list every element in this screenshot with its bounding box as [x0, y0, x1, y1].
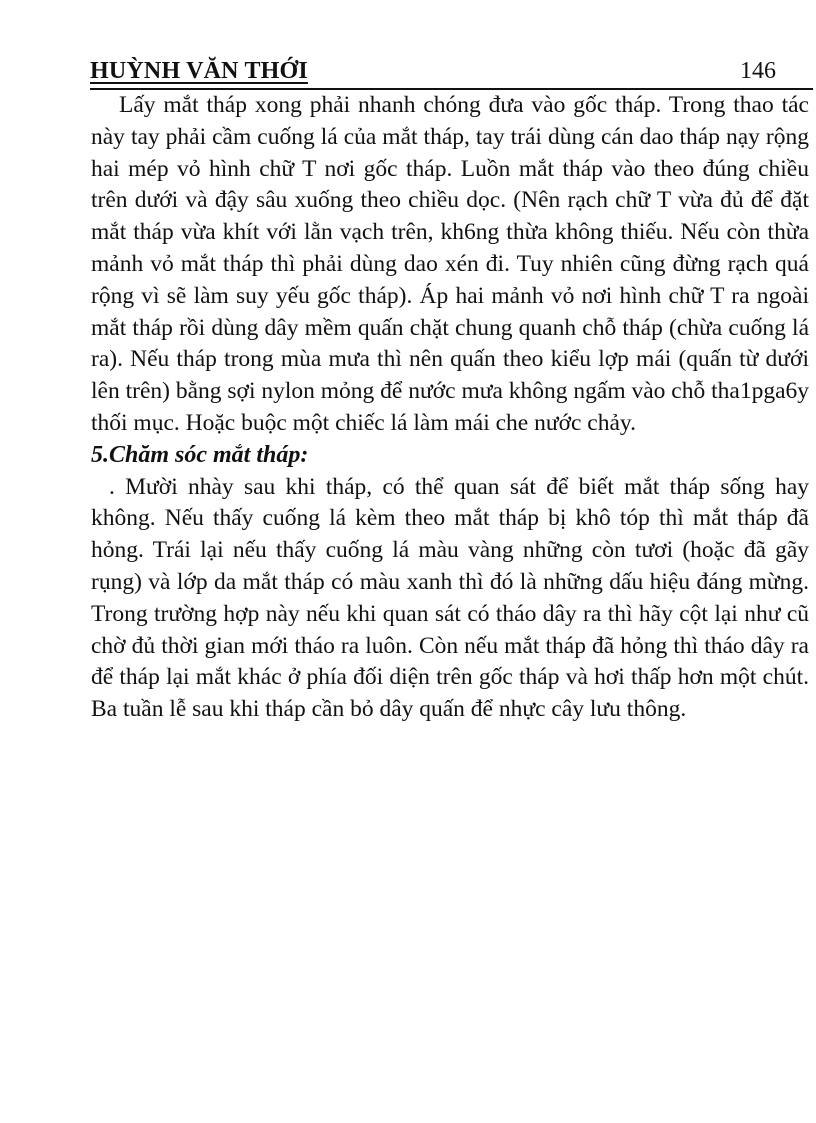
page-header	[90, 58, 813, 90]
page-number: 146	[740, 58, 776, 84]
section-title: 5.Chăm sóc mắt tháp:	[91, 441, 309, 468]
paragraph-bud-care: . Mười nhày sau khi tháp, có thể quan sát để biết mắt tháp sống hay không. Nếu thấy cuống lá kèm theo mắt tháp bị khô tóp thì mắt tháp đã hỏng. Trái lại nếu thấy cuống lá màu vàng những còn tươi (hoặc đã gãy rụng) và lớp da mắt tháp có màu xanh thì đó là những dấu hiệu đáng mừng. Trong trường hợp này nếu khi quan sát có tháo dây ra thì hãy cột lại như cũ chờ đủ thời gian mới tháo ra luôn. Còn nếu mắt tháp đã hỏng thì tháo dây ra để tháp lại mắt khác ở phía đối diện trên gốc tháp và hơi thấp hơn một chút. Ba tuần lễ sau khi tháp cần bỏ dây quấn để nhực cây lưu thông.	[91, 473, 809, 723]
header-author: HUỲNH VĂN THỚI	[90, 58, 308, 84]
page-body	[91, 90, 809, 726]
paragraph-grafting-procedure: Lấy mắt tháp xong phải nhanh chóng đưa vào gốc tháp. Trong thao tác này tay phải cầm cuống lá của mắt tháp, tay trái dùng cán dao tháp nạy rộng hai mép vỏ hình chữ T nơi gốc tháp. Luồn mắt tháp vào theo đúng chiều trên dưới và đậy sâu xuống theo chiều dọc. (Nên rạch chữ T vừa đủ để đặt mắt tháp vừa khít với lằn vạch trên, kh6ng thừa không thiếu. Nếu còn thừa mảnh vỏ mắt tháp thì phải dùng dao xén đi. Tuy nhiên cũng đừng rạch quá rộng vì sẽ làm suy yếu gốc tháp). Áp hai mảnh vỏ nơi hình chữ T ra ngoài mắt tháp rồi dùng dây mềm quấn chặt chung quanh chỗ tháp (chừa cuống lá ra). Nếu tháp trong mùa mưa thì nên quấn theo kiểu lợp mái (quấn từ dưới lên trên) bằng sợi nylon mỏng để nước mưa không ngấm vào chỗ tha1pga6y thối mục. Hoặc buộc một chiếc lá làm mái che nước chảy.	[91, 92, 809, 436]
